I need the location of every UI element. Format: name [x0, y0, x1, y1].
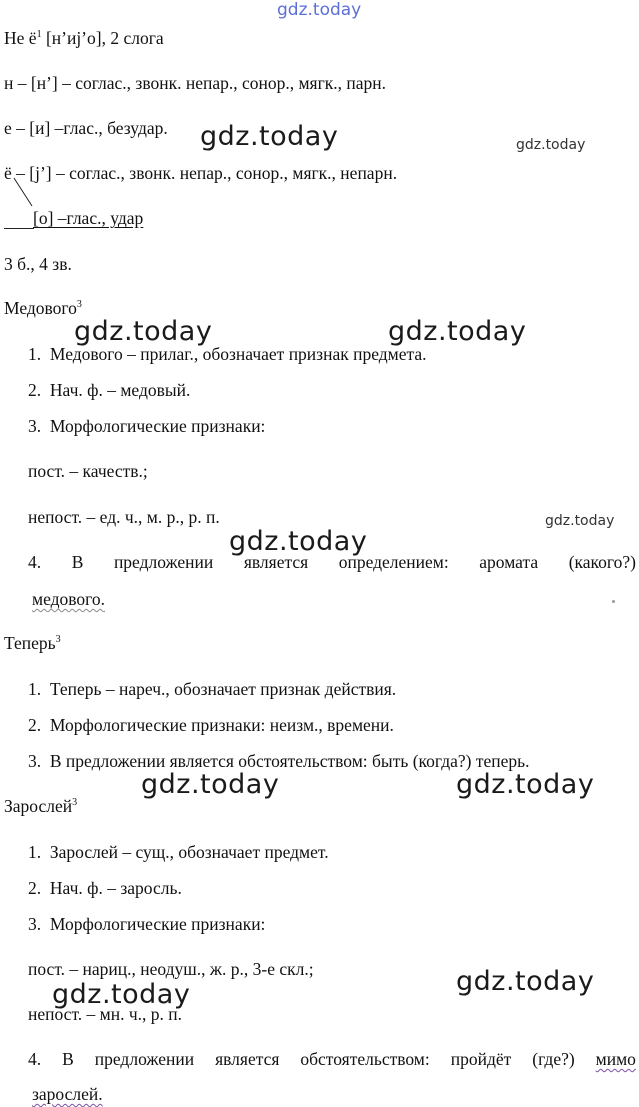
phonetic-transcription: [н’иj’о], 2 слога: [45, 28, 164, 48]
phonetic-word-sup: 1: [36, 29, 42, 41]
nonconstant-features: непост. – мн. ч., р. п.: [28, 1004, 183, 1024]
list-item: 3. Морфологические признаки:: [28, 416, 266, 436]
list-item: 1. Теперь – нареч., обозначает признак действия.: [28, 679, 397, 699]
sentence-end: [32, 588, 105, 610]
constant-features: пост. – качеств.;: [28, 461, 148, 481]
watermark-top: gdz.today: [277, 0, 362, 20]
watermark: gdz.today: [229, 526, 368, 557]
watermark: gdz.today: [200, 121, 339, 152]
word: пройдёт: [450, 1049, 512, 1069]
list-item: 1. Зарослей – сущ., обозначает предмет.: [28, 842, 329, 862]
word: обстоятельством:: [300, 1049, 430, 1069]
section-heading-text: Зарослей: [4, 796, 73, 816]
word: предложении: [113, 552, 214, 572]
sentence-end-text: зарослей.: [32, 1084, 103, 1104]
watermark: gdz.today: [456, 966, 595, 997]
word: (где?): [532, 1049, 575, 1069]
sentence-end-text: медового.: [32, 589, 106, 609]
section-heading-text: Теперь: [4, 633, 56, 653]
phonetic-row: н – [н’] – соглас., звонк. непар., сонор., мягк., парн.: [4, 73, 387, 93]
word: предложении: [94, 1049, 195, 1069]
watermark: gdz.today: [141, 769, 280, 800]
phonetic-row: е – [и] –глас., безудар.: [4, 118, 168, 138]
word: определением:: [338, 552, 449, 572]
phonetic-row: [о] –глас., удар: [33, 208, 144, 228]
watermark: gdz.today: [456, 769, 595, 800]
watermark: gdz.today: [52, 979, 191, 1010]
footnote-sup: 3: [55, 634, 61, 646]
word: является: [215, 1049, 280, 1069]
word: (какого?): [568, 552, 636, 572]
phonetic-title: [4, 27, 164, 49]
footnote-sup: 3: [72, 797, 78, 809]
word: В: [62, 1049, 74, 1069]
section-heading: [4, 297, 82, 319]
section-heading: [4, 795, 77, 817]
list-item: 1. Медового – прилаг., обозначает признак предмета.: [28, 344, 427, 364]
nonconstant-features: непост. – ед. ч., м. р., р. п.: [28, 507, 220, 527]
phonetic-word: Не ё: [4, 28, 37, 48]
sentence-line: [28, 1048, 636, 1070]
phonetic-summary: 3 б., 4 зв.: [4, 254, 72, 274]
scan-speck: [612, 600, 615, 603]
watermark: gdz.today: [74, 316, 213, 347]
word: 4.: [28, 1049, 42, 1069]
list-item: 2. Нач. ф. – медовый.: [28, 380, 191, 400]
constant-features: пост. – нариц., неодуш., ж. р., 3-е скл.;: [28, 959, 314, 979]
footnote-sup: 3: [76, 299, 82, 311]
watermark: gdz.today: [388, 316, 527, 347]
word: В: [71, 552, 84, 572]
section-heading: [4, 632, 61, 654]
section-heading-text: Медового: [4, 298, 77, 318]
phonetic-underline: [4, 228, 34, 229]
list-item: 2. Нач. ф. – заросль.: [28, 878, 182, 898]
phonetic-row: ё – [j’] – соглас., звонк. непар., сонор., мягк., непарн.: [4, 163, 398, 183]
list-item: 3. В предложении является обстоятельством: быть (когда?) теперь.: [28, 751, 530, 771]
word: мимо: [595, 1049, 636, 1069]
sentence-end: [32, 1083, 103, 1105]
word: аромата: [479, 552, 539, 572]
list-item: 2. Морфологические признаки: неизм., времени.: [28, 715, 394, 735]
word: является: [243, 552, 309, 572]
list-item: 3. Морфологические признаки:: [28, 914, 266, 934]
word: 4.: [28, 552, 42, 572]
watermark: gdz.today: [545, 513, 615, 529]
watermark: gdz.today: [516, 137, 586, 153]
